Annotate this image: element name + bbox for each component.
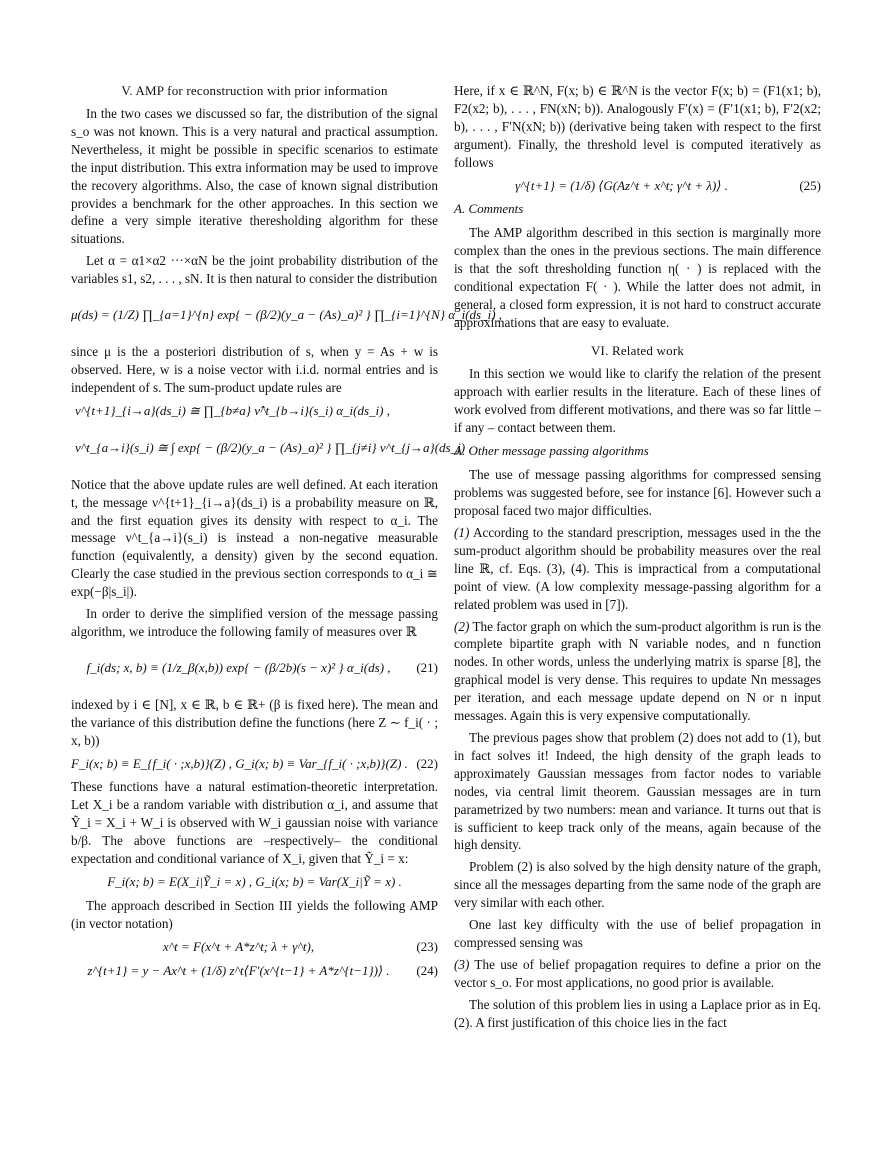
paragraph: In order to derive the simplified version of the message passing algorithm, we introduce the following family of measures over ℝ	[71, 606, 438, 639]
item-text: The use of belief propagation requires to define a prior on the vector s_o. For most applications, no good prior is available.	[454, 956, 821, 990]
paragraph: Here, if x ∈ ℝ^N, F(x; b) ∈ ℝ^N is the vector F(x; b) = (F1(x1; b), F2(x2; b), . . . , FN(xN; b)). Analogously F′(x) = (F′1(x1; b), F′2(x2; b), . . . , F′N(xN; b)) (derivative being taken with respect to the first argument). Finally, the threshold level is computed iteratively as follows	[454, 83, 821, 170]
item-text: The factor graph on which the sum-product algorithm is run is the complete bipartite graph with N variable nodes, and n function nodes. In other words, unless the underlying matrix is sparse [8], the graphical model is very dense. This requires to update Nn messages per iteration, and each message update depend on N or n input messages. Again this is very expensive computationally.	[454, 618, 821, 724]
equation-23	[71, 938, 438, 956]
equation-number: (25)	[799, 177, 821, 193]
equation-body: ν^t_{a→i}(s_i) ≅ ∫ exp{ − (β/2)(y_a − (As)_a)² } ∏_{j≠i} ν^t_{j→a}(ds_j) .	[75, 439, 472, 455]
equation-body: γ^{t+1} = (1/δ) ⟨G(Az^t + x^t; γ^t + λ)⟩ .	[515, 177, 728, 193]
subsection-heading-comments: A. Comments	[454, 201, 524, 217]
equation-body: x^t = F(x^t + A*z^t; λ + γ^t),	[162, 938, 315, 954]
subsection-heading-message-passing: A. Other message passing algorithms	[454, 443, 649, 459]
equation-body: z^{t+1} = y − Ax^t + (1/δ) z^t⟨F′(x^{t−1} + A*z^{t−1})⟩ .	[87, 962, 390, 978]
item-label: (2)	[454, 618, 470, 634]
equation-fg	[71, 873, 438, 891]
paragraph: In this section we would like to clarify the relation of the present approach with earlier results in the literature. Each of these lines of work evolved from different motivations, and there was so far little – if any – contact between them.	[454, 365, 821, 435]
paragraph: The solution of this problem lies in using a Laplace prior as in Eq. (2). A first justification of this choice lies in the fact	[454, 996, 821, 1030]
equation-25	[454, 177, 821, 195]
equation-body: μ(ds) = (1/Z) ∏_{a=1}^{n} exp{ − (β/2)(y_a − (As)_a)² } ∏_{i=1}^{N} α_i(ds_i) ,	[71, 307, 503, 323]
section-heading-amp-prior: V. AMP for reconstruction with prior information	[121, 83, 388, 98]
paragraph	[454, 524, 821, 614]
equation-21	[71, 646, 438, 690]
paragraph: Problem (2) is also solved by the high density nature of the graph, since all the messages departing from the same node of the graph are very similar with each other.	[454, 859, 821, 911]
equation-body: F_i(x; b) = E(X_i|Ỹ_i = x) , G_i(x; b) = Var(X_i|Ỹ = x) .	[107, 874, 402, 889]
equation-nu-2	[71, 426, 472, 470]
equation-number: (24)	[416, 962, 438, 978]
equation-number: (23)	[416, 938, 438, 954]
equation-body: ν^{t+1}_{i→a}(ds_i) ≅ ∏_{b≠a} ν̂^t_{b→i}(s_i) α_i(ds_i) ,	[75, 402, 390, 418]
paragraph: The previous pages show that problem (2) does not add to (1), but in fact solves it! Indeed, the high density of the graph leads to approximately Gaussian messages from factor nodes to variable nodes, via central limit theorem. Gaussian messages are in turn parametrized by two numbers: mean and variance. It turns out that is is sufficient to keep track only of the means, again because of the high density.	[454, 730, 821, 853]
paragraph: since μ is the a posteriori distribution of s, when y = As + w is observed. Here, w is a noise vector with i.i.d. normal entries and is independent of s. The sum-product update rules are	[71, 344, 438, 395]
paragraph: Notice that the above update rules are well defined. At each iteration t, the message ν^{t+1}_{i→a}(ds_i) is a probability measure on ℝ, and the first equation gives its density with respect to α_i. The message ν^t_{a→i}(s_i) is instead a non-negative measurable function (equivalently, a density) given by the second equation. Clearly the case studied in the previous section corresponds to α_i ≅ exp(−β|s_i|).	[71, 476, 438, 600]
right-column	[454, 82, 821, 1036]
item-label: (1)	[454, 525, 470, 541]
paragraph: One last key difficulty with the use of belief propagation in compressed sensing was	[454, 917, 821, 950]
equation-number: (22)	[416, 755, 438, 771]
paragraph: These functions have a natural estimation-theoretic interpretation. Let X_i be a random variable with distribution α_i, and assume that Ỹ_i = X_i + W_i is observed with W_i gaussian noise with variance b/β. The above functions are –respectively– the conditional expectation and conditional variance of X_i, given that Ỹ_i = x:	[71, 779, 438, 867]
item-text: According to the standard prescription, messages used in the the sum-product algorithm should be probability measures over the real line ℝ, cf. Eqs. (3), (4). This is impractical from a computational point of view. (A low complexity message-passing algorithm for a related problem was used in [7]).	[454, 525, 821, 612]
paragraph	[454, 956, 821, 992]
equation-24	[71, 962, 438, 980]
equation-22	[71, 755, 438, 773]
paragraph: The approach described in Section III yields the following AMP (in vector notation)	[71, 897, 438, 931]
item-label: (3)	[454, 956, 470, 972]
equation-mu	[71, 293, 503, 337]
paragraph: Let α = α1×α2 ···×αN be the joint probability distribution of the variables s1, s2, . . . , sN. It is then natural to consider the distribution	[71, 253, 438, 287]
paragraph: In the two cases we discussed so far, the distribution of the signal s_o was not known. This is a very natural and practical assumption. Nevertheless, it might be possible in specific scenarios to estimate the input distribution. This extra information may be used to improve the recovery algorithms. Also, the case of known signal distribution provides a benchmark for the other approaches. In this section we define a very simple iterative theresholding algorithm for these situations.	[71, 106, 438, 247]
paragraph: indexed by i ∈ [N], x ∈ ℝ, b ∈ ℝ+ (β is fixed here). The mean and the variance of this distribution define the functions (here Z ∼ f_i( · ; x, b))	[71, 696, 438, 748]
paragraph: The AMP algorithm described in this section is marginally more complex than the ones in the previous sections. The main difference is that the soft thresholding function η( · ) is replaced with the conditional expectation F( · ). While the latter does not admit, in general, a closed form expression, it is not hard to construct accurate approximations that are easy to evaluate.	[454, 225, 821, 330]
paragraph	[454, 618, 821, 725]
paragraph: The use of message passing algorithms for compressed sensing problems was suggested before, see for instance [6]. However such a proposal faced two major difficulties.	[454, 467, 821, 519]
section-heading-related-work: VI. Related work	[590, 342, 685, 358]
equation-number: (21)	[416, 659, 438, 675]
equation-nu-1	[71, 402, 438, 420]
equation-body: F_i(x; b) ≡ E_{f_i( · ;x,b)}(Z) , G_i(x; b) ≡ Var_{f_i( · ;x,b)}(Z) .	[71, 755, 408, 771]
equation-body: f_i(ds; x, b) ≡ (1/z_β(x,b)) exp{ − (β/2b)(s − x)² } α_i(ds) ,	[86, 659, 391, 675]
